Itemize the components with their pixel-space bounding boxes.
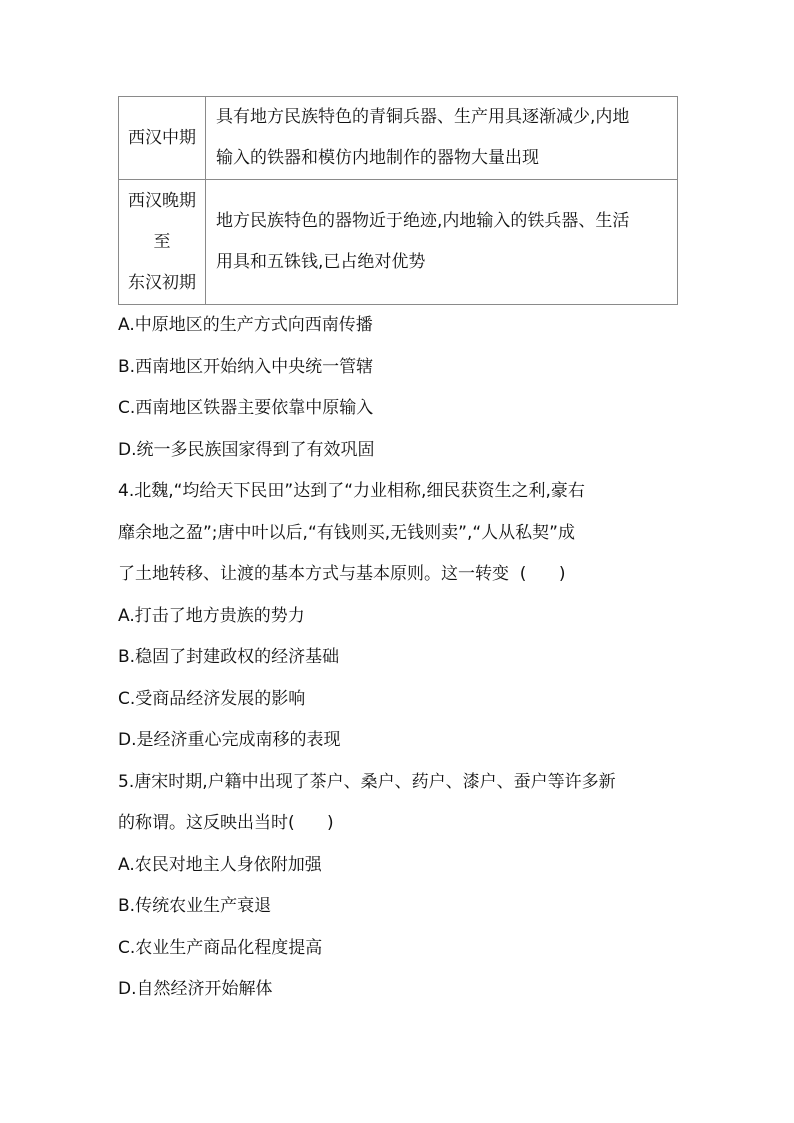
description-line: 具有地方民族特色的青铜兵器、生产用具逐渐减少,内地 (216, 107, 630, 127)
description-line: 用具和五铢钱,已占绝对优势 (216, 252, 426, 272)
question-page (118, 96, 680, 1011)
question-stem: 靡余地之盈”;唐中叶以后,“有钱则买,无钱则卖”,“人从私契”成 (118, 522, 575, 543)
description-line: 地方民族特色的器物近于绝迹,内地输入的铁兵器、生活 (216, 211, 630, 231)
option-d[interactable]: D.是经济重心完成南移的表现 (118, 730, 341, 750)
period-cell (119, 180, 206, 305)
period-cell (119, 97, 206, 180)
option-a[interactable]: A.打击了地方贵族的势力 (118, 605, 305, 626)
question-stem: 4.北魏,“均给天下民田”达到了“力业相称,细民获资生之利,豪右 (118, 481, 585, 501)
question-5 (118, 762, 680, 1011)
question-stem: 的称谓。这反映出当时( ) (118, 813, 334, 833)
period-label: 西汉中期 (128, 127, 196, 148)
description-line: 输入的铁器和模仿内地制作的器物大量出现 (216, 148, 539, 168)
description-cell (206, 97, 678, 180)
option-d[interactable]: D.自然经济开始解体 (118, 979, 273, 999)
period-comparison-table (118, 96, 678, 305)
option-d[interactable]: D.统一多民族国家得到了有效巩固 (118, 439, 375, 460)
option-b[interactable]: B.西南地区开始纳入中央统一管辖 (118, 356, 374, 377)
question-stem: 5.唐宋时期,户籍中出现了茶户、桑户、药户、漆户、蚕户等许多新 (118, 771, 616, 792)
option-b[interactable]: B.传统农业生产衰退 (118, 896, 272, 916)
period-label: 东汉初期 (128, 272, 196, 293)
table-row (119, 97, 678, 180)
option-b[interactable]: B.稳固了封建政权的经济基础 (118, 647, 340, 667)
description-cell (206, 180, 678, 305)
question-stem: 了土地转移、让渡的基本方式与基本原则。这一转变 ( ) (118, 564, 566, 584)
period-label: 西汉晚期 (128, 190, 196, 211)
option-c[interactable]: C.农业生产商品化程度提高 (118, 937, 323, 958)
option-c[interactable]: C.受商品经济发展的影响 (118, 688, 306, 709)
option-a[interactable]: A.农民对地主人身依附加强 (118, 854, 322, 875)
table-row (119, 180, 678, 305)
question-4 (118, 471, 680, 762)
period-label: 至 (153, 231, 171, 252)
question-3-options (118, 305, 680, 471)
option-a[interactable]: A.中原地区的生产方式向西南传播 (118, 315, 373, 335)
option-c[interactable]: C.西南地区铁器主要依靠中原输入 (118, 398, 374, 418)
